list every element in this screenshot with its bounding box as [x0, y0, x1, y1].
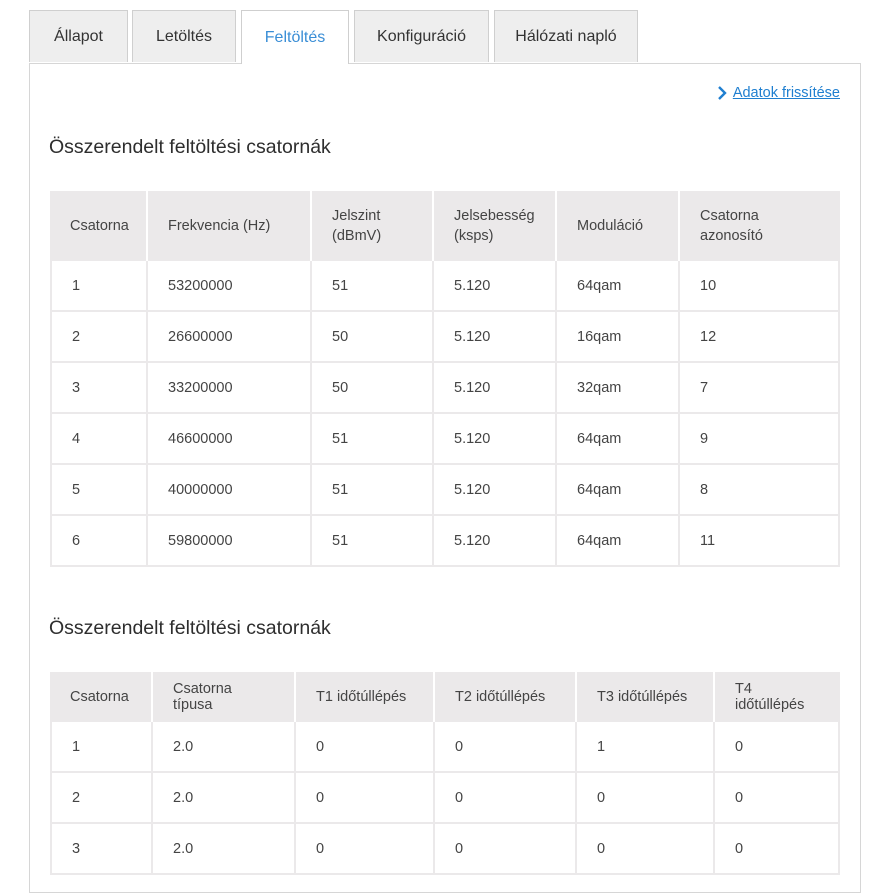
chevron-right-icon — [717, 86, 727, 100]
table-cell: 2 — [50, 312, 148, 363]
table-cell: 51 — [312, 465, 434, 516]
table-cell: 33200000 — [148, 363, 312, 414]
tab-feltoltes[interactable]: Feltöltés — [241, 10, 349, 64]
table-cell: 0 — [296, 773, 435, 824]
table-cell: 0 — [715, 773, 840, 824]
table-cell: 53200000 — [148, 261, 312, 312]
table-cell: 5 — [50, 465, 148, 516]
table-cell: 50 — [312, 363, 434, 414]
tab-allapot[interactable]: Állapot — [29, 10, 128, 62]
table-cell: 1 — [577, 722, 715, 773]
table-row — [50, 261, 840, 312]
table-row — [50, 363, 840, 414]
table-cell: 5.120 — [434, 363, 557, 414]
table-cell: 5.120 — [434, 465, 557, 516]
table-cell: 4 — [50, 414, 148, 465]
column-header: Jelsebesség (ksps) — [434, 191, 557, 261]
table-cell: 0 — [296, 824, 435, 875]
table-header-row — [50, 191, 840, 261]
table-cell: 5.120 — [434, 516, 557, 567]
table-cell: 0 — [715, 722, 840, 773]
column-header: T1 időtúllépés — [296, 672, 435, 722]
upstream-channels-table — [50, 191, 840, 567]
table-cell: 5.120 — [434, 261, 557, 312]
column-header: Csatorna — [50, 672, 153, 722]
table-cell: 50 — [312, 312, 434, 363]
table-cell: 64qam — [557, 261, 680, 312]
table-cell: 0 — [715, 824, 840, 875]
refresh-link[interactable] — [717, 85, 840, 101]
table-cell: 3 — [50, 824, 153, 875]
timeouts-table — [50, 672, 840, 875]
column-header: Jelszint (dBmV) — [312, 191, 434, 261]
table-cell: 5.120 — [434, 414, 557, 465]
upstream-section-title: Összerendelt feltöltési csatornák — [49, 136, 331, 158]
table-cell: 6 — [50, 516, 148, 567]
table-cell: 12 — [680, 312, 840, 363]
table-cell: 51 — [312, 261, 434, 312]
column-header: Csatorna — [50, 191, 148, 261]
table-cell: 0 — [577, 824, 715, 875]
table-cell: 2.0 — [153, 773, 296, 824]
table-cell: 46600000 — [148, 414, 312, 465]
table-cell: 9 — [680, 414, 840, 465]
column-header: Moduláció — [557, 191, 680, 261]
table-cell: 40000000 — [148, 465, 312, 516]
table-cell: 5.120 — [434, 312, 557, 363]
column-header: T3 időtúllépés — [577, 672, 715, 722]
table-header-row — [50, 672, 840, 722]
refresh-label[interactable]: Adatok frissítése — [732, 85, 840, 101]
column-header: T2 időtúllépés — [435, 672, 577, 722]
table-cell: 32qam — [557, 363, 680, 414]
tab-konfiguracio[interactable]: Konfiguráció — [354, 10, 489, 62]
tab-letoltes[interactable]: Letöltés — [132, 10, 236, 62]
table-row — [50, 312, 840, 363]
column-header: Csatorna típusa — [153, 672, 296, 722]
timeouts-section-title: Összerendelt feltöltési csatornák — [49, 617, 331, 639]
tab-halozati-naplo[interactable]: Hálózati napló — [494, 10, 638, 62]
table-cell: 8 — [680, 465, 840, 516]
column-header: T4 időtúllépés — [715, 672, 840, 722]
table-cell: 59800000 — [148, 516, 312, 567]
table-cell: 2.0 — [153, 722, 296, 773]
table-row — [50, 414, 840, 465]
table-cell: 51 — [312, 414, 434, 465]
table-cell: 64qam — [557, 414, 680, 465]
table-cell: 3 — [50, 363, 148, 414]
column-header: Csatorna azonosító — [680, 191, 840, 261]
table-cell: 1 — [50, 261, 148, 312]
table-row — [50, 773, 840, 824]
table-row — [50, 722, 840, 773]
table-cell: 2 — [50, 773, 153, 824]
table-cell: 10 — [680, 261, 840, 312]
table-cell: 0 — [435, 722, 577, 773]
column-header: Frekvencia (Hz) — [148, 191, 312, 261]
table-cell: 64qam — [557, 465, 680, 516]
table-row — [50, 465, 840, 516]
table-cell: 26600000 — [148, 312, 312, 363]
table-cell: 51 — [312, 516, 434, 567]
table-cell: 0 — [435, 773, 577, 824]
table-cell: 0 — [577, 773, 715, 824]
table-cell: 11 — [680, 516, 840, 567]
table-row — [50, 516, 840, 567]
table-cell: 2.0 — [153, 824, 296, 875]
table-cell: 1 — [50, 722, 153, 773]
table-row — [50, 824, 840, 875]
table-cell: 64qam — [557, 516, 680, 567]
table-cell: 7 — [680, 363, 840, 414]
table-cell: 0 — [435, 824, 577, 875]
table-cell: 16qam — [557, 312, 680, 363]
table-cell: 0 — [296, 722, 435, 773]
